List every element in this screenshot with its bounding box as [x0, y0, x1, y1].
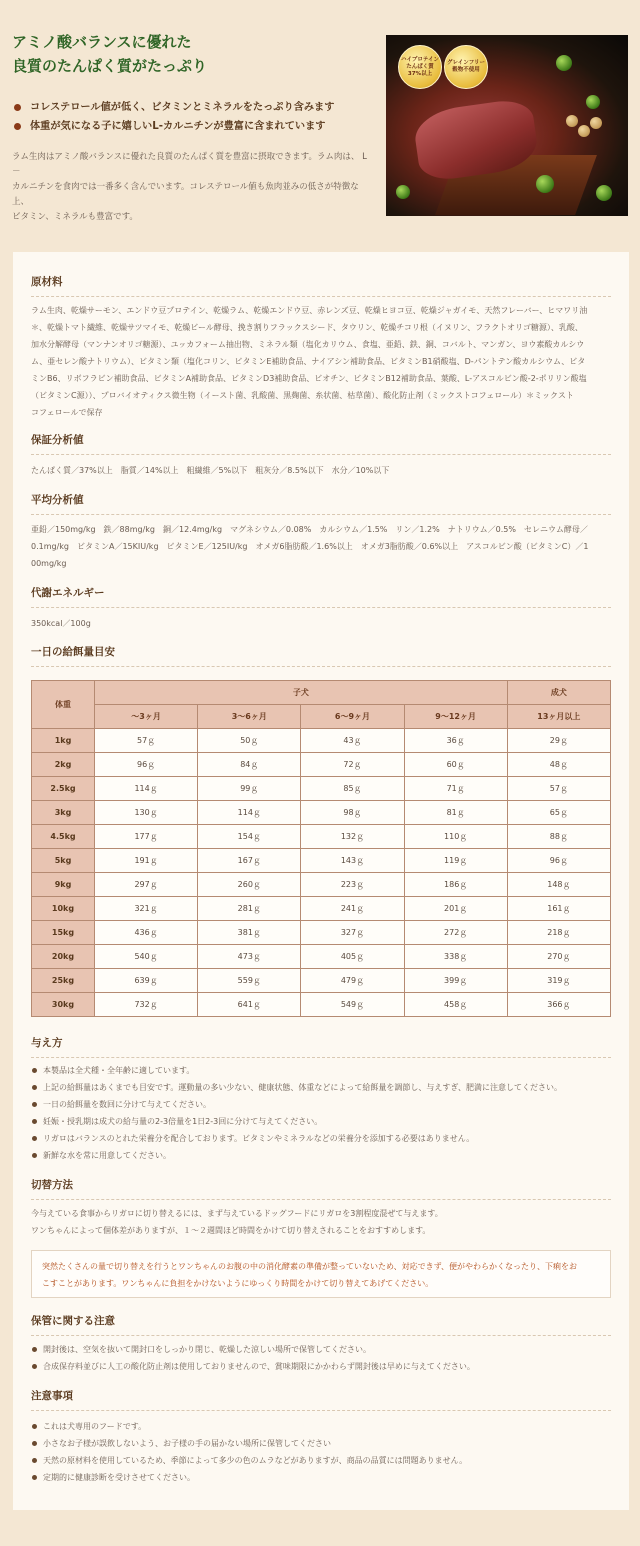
weight-cell: 15kg [32, 921, 95, 945]
amount-cell: 48ｇ [507, 753, 610, 777]
chickpea [566, 115, 578, 127]
list-item: これは犬専用のフードです。 [31, 1418, 611, 1435]
notice-line: こすことがあります。ワンちゃんに負担をかけないようにゆっくり時間をかけて切り替えてあげてください。 [42, 1279, 434, 1288]
chickpea [590, 117, 602, 129]
amount-cell: 223ｇ [301, 873, 404, 897]
average-analysis-title: 平均分析値 [31, 492, 611, 515]
energy-text: 350kcal／100g [31, 619, 91, 628]
hero-title [12, 30, 372, 78]
howto-list [31, 1062, 611, 1164]
feeding-guide-title: 一日の給餌量目安 [31, 644, 611, 667]
list-item: 開封後は、空気を抜いて開封口をしっかり閉じ、乾燥した涼しい場所で保管してください。 [31, 1341, 611, 1358]
age-header: 13ヶ月以上 [507, 705, 610, 729]
amount-cell: 458ｇ [404, 993, 507, 1017]
amount-cell: 98ｇ [301, 801, 404, 825]
amount-cell: 130ｇ [95, 801, 198, 825]
amount-cell: 88ｇ [507, 825, 610, 849]
puppy-header: 子犬 [95, 681, 508, 705]
caution-list [31, 1418, 611, 1486]
list-item: 上記の給餌量はあくまでも目安です。運動量の多い少ない、健康状態、体重などによって給餌量を調節し、与えすぎ、肥満に注意してください。 [31, 1079, 611, 1096]
table-row [32, 801, 611, 825]
ingredients-line: コフェロールで保存 [31, 408, 103, 417]
pea [596, 185, 612, 201]
pea [586, 95, 600, 109]
amount-cell: 260ｇ [198, 873, 301, 897]
amount-cell: 327ｇ [301, 921, 404, 945]
amount-cell: 81ｇ [404, 801, 507, 825]
hero-point: 体重が気になる子に嬉しいL-カルニチンが豊富に含まれています [12, 117, 377, 136]
weight-header: 体重 [32, 681, 95, 729]
amount-cell: 479ｇ [301, 969, 404, 993]
hero-description [12, 150, 372, 225]
average-line: 0.1mg/kg ビタミンA／15KIU/kg ビタミンE／125IU/kg オメガ6脂肪酸／1.6%以上 オメガ3脂肪酸／0.6%以上 アスコルビン酸（ビタミンC）／1 [31, 542, 589, 551]
weight-cell: 4.5kg [32, 825, 95, 849]
ingredients-line: ム、亜セレン酸ナトリウム）、ビタミン類（塩化コリン、ビタミンE補助食品、ナイアシン補助食品、ビタミンB1硝酸塩、D-パントテン酸カルシウム、ビタ [31, 357, 586, 366]
age-header: 3～6ヶ月 [198, 705, 301, 729]
amount-cell: 36ｇ [404, 729, 507, 753]
pea [536, 175, 554, 193]
storage-title: 保管に関する注意 [31, 1313, 611, 1336]
hero-desc-line: ビタミン、ミネラルも豊富です。 [12, 212, 138, 222]
amount-cell: 84ｇ [198, 753, 301, 777]
switching-line: ワンちゃんによって個体差がありますが、１～２週間ほど時間をかけて切り替えされることをおすすめします。 [31, 1226, 431, 1235]
ingredients-line: ミンB6、リボフラビン補助食品、ビタミンA補助食品、ビタミンD3補助食品、ビオチン、ビタミンB12補助食品、葉酸、L-アスコルビン酸-2-ポリリン酸塩 [31, 374, 587, 383]
amount-cell: 399ｇ [404, 969, 507, 993]
amount-cell: 29ｇ [507, 729, 610, 753]
grain-free-badge [444, 45, 488, 89]
age-header: 6～9ヶ月 [301, 705, 404, 729]
weight-cell: 1kg [32, 729, 95, 753]
list-item: 本製品は全犬種・全年齢に適しています。 [31, 1062, 611, 1079]
adult-header: 成犬 [507, 681, 610, 705]
guaranteed-analysis-text: たんぱく質／37%以上 脂質／14%以上 粗繊維／5%以下 粗灰分／8.5%以下 水分／10%以下 [31, 466, 390, 475]
hero-title-line2: 良質のたんぱく質がたっぷり [12, 57, 208, 75]
amount-cell: 297ｇ [95, 873, 198, 897]
switching-notice [31, 1250, 611, 1298]
hero-title-line1: アミノ酸バランスに優れた [12, 33, 192, 51]
amount-cell: 191ｇ [95, 849, 198, 873]
howto-title: 与え方 [31, 1035, 611, 1058]
table-row [32, 945, 611, 969]
table-row [32, 873, 611, 897]
ingredients-line: ラム生肉、乾燥サーモン、エンドウ豆プロテイン、乾燥ラム、乾燥エンドウ豆、赤レンズ豆、乾燥ヒヨコ豆、乾燥ジャガイモ、天然フレーバー、ヒマワリ油 [31, 306, 588, 315]
chickpea [578, 125, 590, 137]
amount-cell: 559ｇ [198, 969, 301, 993]
amount-cell: 132ｇ [301, 825, 404, 849]
amount-cell: 96ｇ [95, 753, 198, 777]
amount-cell: 50ｇ [198, 729, 301, 753]
amount-cell: 148ｇ [507, 873, 610, 897]
amount-cell: 57ｇ [507, 777, 610, 801]
list-item: リガロはバランスのとれた栄養分を配合しております。ビタミンやミネラルなどの栄養分を添加する必要はありません。 [31, 1130, 611, 1147]
table-row [32, 753, 611, 777]
amount-cell: 732ｇ [95, 993, 198, 1017]
amount-cell: 540ｇ [95, 945, 198, 969]
weight-cell: 9kg [32, 873, 95, 897]
ingredients-text [31, 302, 611, 421]
amount-cell: 366ｇ [507, 993, 610, 1017]
amount-cell: 272ｇ [404, 921, 507, 945]
amount-cell: 43ｇ [301, 729, 404, 753]
amount-cell: 177ｇ [95, 825, 198, 849]
hero-section [0, 0, 640, 240]
table-row [32, 825, 611, 849]
average-line: 亜鉛／150mg/kg 鉄／88mg/kg 銅／12.4mg/kg マグネシウム／0.08% カルシウム／1.5% リン／1.2% ナトリウム／0.5% セレニウム酵母／ [31, 525, 588, 534]
weight-cell: 2.5kg [32, 777, 95, 801]
amount-cell: 321ｇ [95, 897, 198, 921]
amount-cell: 405ｇ [301, 945, 404, 969]
average-line: 00mg/kg [31, 559, 67, 568]
product-details-panel [13, 252, 629, 1510]
list-item: 合成保存料並びに人工の酸化防止剤は使用しておりませんので、賞味期限にかかわらず開封後は早めに与えてください。 [31, 1358, 611, 1375]
amount-cell: 167ｇ [198, 849, 301, 873]
hero-point: コレステロール値が低く、ビタミンとミネラルをたっぷり含みます [12, 98, 377, 117]
hero-points [12, 98, 377, 136]
storage-list [31, 1341, 611, 1375]
table-row [32, 921, 611, 945]
ingredients-line: 加水分解酵母（マンナンオリゴ糖源）、ユッカフォーム抽出物、ミネラル類（塩化カリウム、食塩、亜鉛、鉄、銅、コバルト、マンガン、ヨウ素酸カルシウ [31, 340, 585, 349]
feeding-table-body [32, 729, 611, 1017]
weight-cell: 25kg [32, 969, 95, 993]
table-row [32, 897, 611, 921]
feeding-table [31, 680, 611, 1017]
high-protein-badge [398, 45, 442, 89]
switching-title: 切替方法 [31, 1177, 611, 1200]
amount-cell: 60ｇ [404, 753, 507, 777]
badge-text: ハイプロテイン たんぱく質 37%以上 [401, 56, 439, 77]
amount-cell: 96ｇ [507, 849, 610, 873]
weight-cell: 10kg [32, 897, 95, 921]
weight-cell: 5kg [32, 849, 95, 873]
amount-cell: 85ｇ [301, 777, 404, 801]
list-item: 定期的に健康診断を受けさせてください。 [31, 1469, 611, 1486]
ingredients-title: 原材料 [31, 274, 611, 297]
amount-cell: 241ｇ [301, 897, 404, 921]
amount-cell: 639ｇ [95, 969, 198, 993]
amount-cell: 270ｇ [507, 945, 610, 969]
pea [396, 185, 410, 199]
switching-text [31, 1205, 611, 1239]
amount-cell: 57ｇ [95, 729, 198, 753]
switching-line: 今与えている食事からリガロに切り替えるには、まず与えているドッグフードにリガロを3割程度混ぜて与えます。 [31, 1209, 443, 1218]
age-header: ～3ヶ月 [95, 705, 198, 729]
weight-cell: 2kg [32, 753, 95, 777]
amount-cell: 473ｇ [198, 945, 301, 969]
list-item: 一日の給餌量を数回に分けて与えてください。 [31, 1096, 611, 1113]
table-row [32, 969, 611, 993]
amount-cell: 119ｇ [404, 849, 507, 873]
average-analysis-text [31, 521, 611, 572]
weight-cell: 30kg [32, 993, 95, 1017]
amount-cell: 201ｇ [404, 897, 507, 921]
amount-cell: 381ｇ [198, 921, 301, 945]
table-row [32, 849, 611, 873]
amount-cell: 319ｇ [507, 969, 610, 993]
amount-cell: 281ｇ [198, 897, 301, 921]
amount-cell: 338ｇ [404, 945, 507, 969]
badge-text: グレインフリー 穀物不使用 [446, 60, 485, 73]
amount-cell: 186ｇ [404, 873, 507, 897]
weight-cell: 3kg [32, 801, 95, 825]
ingredients-line: ＊、乾燥トマト繊維、乾燥サツマイモ、乾燥ビール酵母、挽き割りフラックスシード、タウリン、乾燥チコリ根（イヌリン、フラクトオリゴ糖源）、乳酸、 [31, 323, 583, 332]
caution-title: 注意事項 [31, 1388, 611, 1411]
energy-title: 代謝エネルギー [31, 585, 611, 608]
amount-cell: 65ｇ [507, 801, 610, 825]
table-row [32, 993, 611, 1017]
guaranteed-analysis-title: 保証分析値 [31, 432, 611, 455]
amount-cell: 549ｇ [301, 993, 404, 1017]
amount-cell: 143ｇ [301, 849, 404, 873]
weight-cell: 20kg [32, 945, 95, 969]
amount-cell: 641ｇ [198, 993, 301, 1017]
age-header: 9～12ヶ月 [404, 705, 507, 729]
hero-desc-line: ラム生肉はアミノ酸バランスに優れた良質のたんぱく質を豊富に摂取できます。ラム肉は、 L－ [12, 152, 367, 177]
amount-cell: 71ｇ [404, 777, 507, 801]
hero-desc-line: カルニチンを食肉では一番多く含んでいます。コレステロール値も魚肉並みの低さが特徴な上、 [12, 182, 359, 207]
amount-cell: 114ｇ [198, 801, 301, 825]
amount-cell: 218ｇ [507, 921, 610, 945]
notice-line: 突然たくさんの量で切り替えを行うとワンちゃんのお腹の中の消化酵素の準備が整っていないため、対応できず、便がやわらかくなったり、下痢をお [42, 1262, 578, 1271]
amount-cell: 99ｇ [198, 777, 301, 801]
ingredients-line: （ビタミンC源））、プロバイオティクス微生物（イースト菌、乳酸菌、黒麹菌、糸状菌、枯草菌）、酸化防止剤（ミックストコフェロール）＊ミックスト [31, 391, 574, 400]
amount-cell: 436ｇ [95, 921, 198, 945]
table-row [32, 729, 611, 753]
list-item: 天然の原材料を使用しているため、季節によって多少の色のムラなどがありますが、商品の品質には問題ありません。 [31, 1452, 611, 1469]
pea [556, 55, 572, 71]
amount-cell: 114ｇ [95, 777, 198, 801]
amount-cell: 72ｇ [301, 753, 404, 777]
list-item: 小さなお子様が誤飲しないよう、お子様の手の届かない場所に保管してください [31, 1435, 611, 1452]
list-item: 新鮮な水を常に用意してください。 [31, 1147, 611, 1164]
amount-cell: 161ｇ [507, 897, 610, 921]
amount-cell: 110ｇ [404, 825, 507, 849]
lamb-photo [386, 35, 628, 216]
amount-cell: 154ｇ [198, 825, 301, 849]
list-item: 妊娠・授乳期は成犬の給与量の2-3倍量を1日2-3回に分けて与えてください。 [31, 1113, 611, 1130]
table-row [32, 777, 611, 801]
